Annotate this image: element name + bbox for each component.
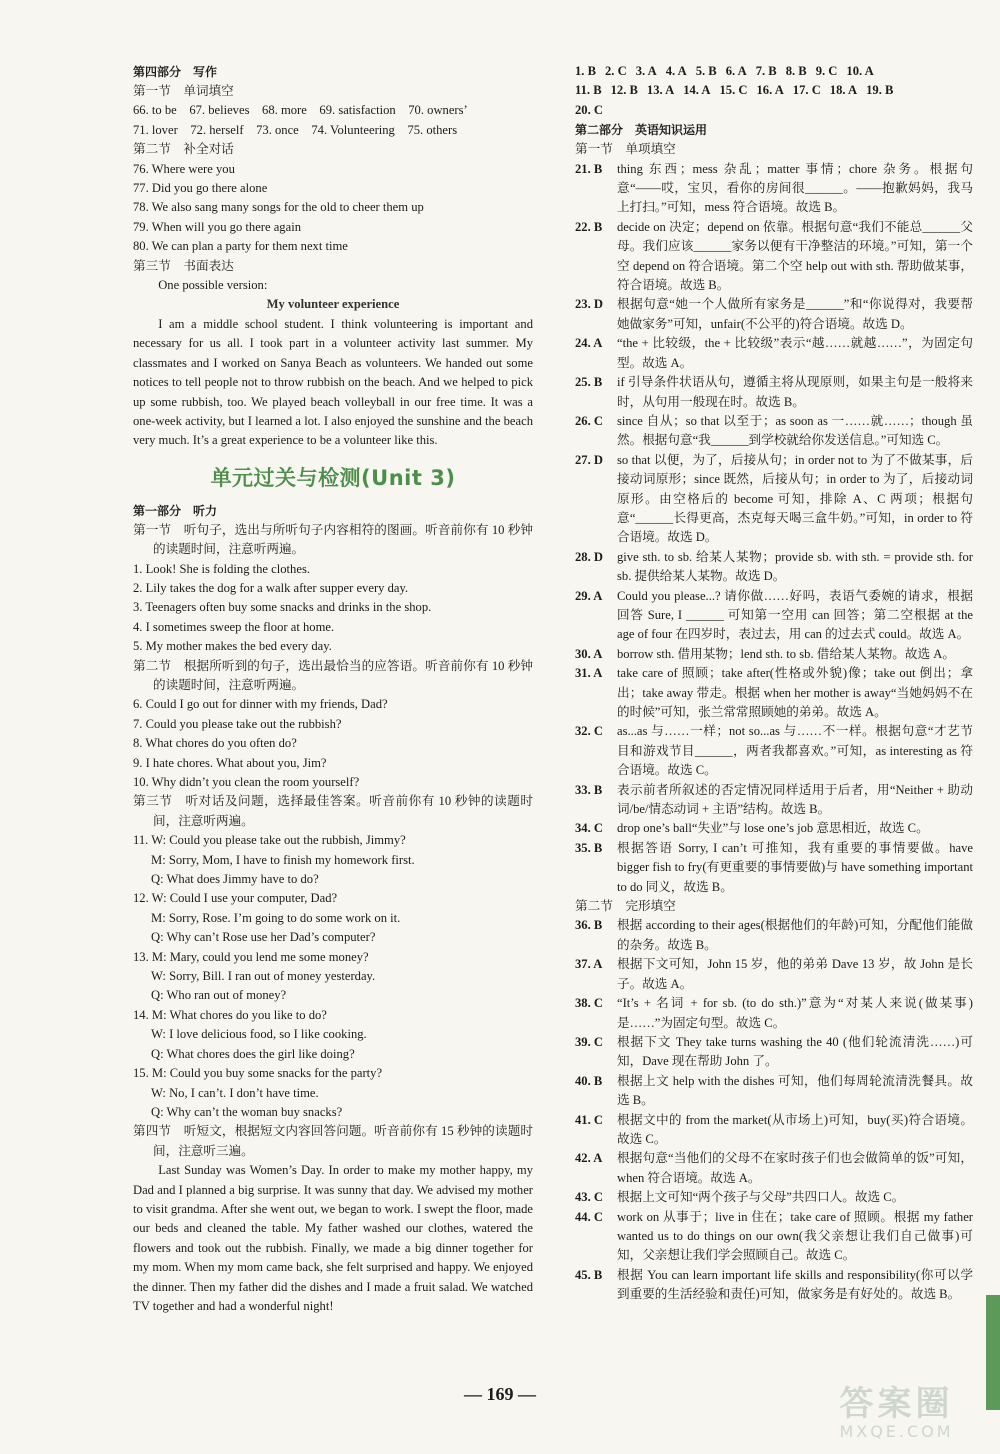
listening-item: 10. Why didn’t you clean the room yourself? — [133, 775, 360, 789]
item-number: 39. C — [575, 1034, 603, 1049]
dialog-answer: 80. We can plan a party for them next time — [133, 239, 348, 254]
item-text: Could you please...? 请你做……好吗，表语气委婉的请求，根据回答 Sure, I ______ 可知第一空用 can 回答；第二空根据 at the age of four 在四岁时，表过去，用 can 的过去式 could。故选 A。 — [617, 588, 973, 642]
answer-key: 10. A — [846, 64, 874, 78]
dialog-line: 12. W: Could I use your computer, Dad? — [133, 891, 338, 906]
item-text: as...as 与……一样；not so...as 与……不一样。根据句意“才艺节目和游戏节目______，两者我都喜欢。”可知，as interesting as 符合语境。故选 C。 — [617, 724, 973, 778]
item-text: “It’s + 名词 + for sb. (to do sth.)”意为“对某人来说(做某事)是……”为固定句型。故选 C。 — [617, 996, 973, 1030]
item-number: 41. C — [575, 1112, 603, 1127]
answer-key: 15. C — [719, 83, 748, 98]
item-number: 22. B — [575, 219, 603, 234]
explanation-item — [575, 994, 973, 1033]
item-text: “the + 比较级，the + 比较级”表示“越……就越……”，为固定句型。故选 A。 — [617, 336, 973, 370]
answer-key: 2. C — [605, 64, 627, 78]
explanation-item — [575, 1188, 973, 1207]
item-number: 26. C — [575, 413, 603, 428]
item-number: 40. B — [575, 1073, 603, 1088]
answer-key: 14. A — [683, 83, 711, 98]
essay-text: I am a middle school student. I think volunteering is important and necessary for us all. I took part in a volunteer activity last summer. My classmates and I worked on Sanya Beach as volunteers. We handed out some notices to tell people not to throw rubbish on the beach. And we helped to pick up some rubbish, too. We played beach volleyball in our free time. It was a one-week activity, but I learned a lot. I also enjoyed the sunshine and the beach very much. It’s a great experience to be a volunteer like this. — [133, 316, 533, 448]
item-text: 根据 according to their ages(根据他们的年龄)可知，分配他们能做的杂务。故选 B。 — [617, 918, 973, 952]
explanation-item — [575, 451, 973, 548]
answer-key: 17. C — [792, 83, 821, 98]
dialog-line: Q: Who ran out of money? — [151, 988, 287, 1003]
answer-row — [575, 62, 973, 81]
item-text: take care of 照顾；take after(性格或外貌)像；take out 倒出；拿出；take away 带走。根据 when her mother is away“当她妈妈不在的时候”可知，张兰常常照顾她的弟弟。故选 A。 — [617, 666, 973, 719]
listening-item: 1. Look! She is folding the clothes. — [133, 561, 310, 576]
answer-row — [575, 81, 973, 100]
answer-key: 3. A — [635, 64, 657, 78]
item-text: give sth. to sb. 给某人某物；provide sb. with sth. = provide sth. for sb. 提供给某人某物。故选 D。 — [617, 549, 973, 584]
item-text: 根据答语 Sorry, I can’t 可推知，我有重要的事情要做。have bigger fish to fry(有更重要的事情要做)与 have something important to do 同义，故选 B。 — [617, 840, 973, 894]
explanation-item — [575, 587, 973, 645]
explanation-item — [575, 1208, 973, 1266]
item-text: 表示前者所叙述的否定情况同样适用于后者，用“Neither + 助动词/be/情态动词 + 主语”结构。故选 B。 — [617, 782, 973, 817]
item-text: drop one’s ball“失业”与 lose one’s job 意思相近，故选 C。 — [617, 821, 929, 836]
dialog-answer: 78. We also sang many songs for the old to cheer them up — [133, 200, 424, 215]
explanation-item — [575, 1111, 973, 1150]
item-text: 根据上文可知“两个孩子与父母”共四口人。故选 C。 — [617, 1190, 905, 1205]
item-text: 根据下文可知，John 15 岁，他的弟弟 Dave 13 岁，故 John 是长子。故选 A。 — [617, 957, 973, 991]
explanation-item — [575, 1266, 973, 1305]
item-number: 35. B — [575, 840, 603, 855]
explanation-item — [575, 334, 973, 373]
explanation-item — [575, 412, 973, 451]
essay-title: My volunteer experience — [266, 297, 400, 312]
item-number: 43. C — [575, 1190, 603, 1205]
item-number: 27. D — [575, 452, 603, 467]
part4-header: 第四部分 写作 — [133, 65, 218, 79]
dialog-line: 14. M: What chores do you like to do? — [133, 1007, 327, 1022]
part2-header: 第二部分 英语知识运用 — [575, 123, 708, 138]
dialog-line: W: I love delicious food, so I like cooking. — [151, 1027, 367, 1042]
answer-key: 13. A — [646, 83, 675, 98]
explanation-item — [575, 160, 973, 218]
item-number: 29. A — [575, 588, 603, 603]
right-column — [575, 62, 973, 1305]
section1-title: 第一节 单词填空 — [133, 84, 234, 98]
edge-tab — [986, 1295, 1000, 1410]
explanation-item — [575, 1149, 973, 1188]
dialog-line: Q: Why can’t the woman buy snacks? — [151, 1104, 343, 1119]
item-number: 42. A — [575, 1151, 603, 1166]
vocab-line: 66. to be 67. believes 68. more 69. satisfaction 70. owners’ — [133, 103, 468, 118]
listening-section3-instructions: 第三节 听对话及问题，选择最佳答案。听音前你有 10 秒钟的读题时间，注意听两遍。 — [133, 794, 533, 828]
listening-passage: Last Sunday was Women’s Day. In order to make my mother happy, my Dad and I planned a big surprise. It was sunny that day. We advised my mother to visit grandma. After she went out, we began to work. I swept the floor, made our beds and cleaned the table. My father washed our clothes, watered the flowers and took out the rubbish. Finally, we made a big dinner together for my mom. When my mom came back, she felt surprised and happy. We enjoyed the dinner. Then my father did the dishes and I made a fruit salad. We watched TV together and had a wonderful night! — [133, 1163, 533, 1313]
item-number: 24. A — [575, 336, 603, 351]
item-text: 根据上文 help with the dishes 可知，他们每周轮流清洗餐具。故选 B。 — [617, 1073, 973, 1108]
dialog-line: M: Sorry, Mom, I have to finish my homework first. — [151, 852, 415, 867]
item-number: 34. C — [575, 821, 603, 836]
left-column — [133, 62, 533, 1316]
explanation-item — [575, 781, 973, 820]
watermark — [809, 1386, 984, 1446]
dialog-line: 15. M: Could you buy some snacks for the party? — [133, 1066, 383, 1081]
item-number: 23. D — [575, 297, 603, 312]
listening-item: 7. Could you please take out the rubbish? — [133, 716, 342, 731]
answer-row — [575, 101, 973, 120]
item-number: 37. A — [575, 957, 603, 972]
item-text: thing 东西；mess 杂乱；matter 事情；chore 杂务。根据句意“——哎，宝贝，看你的房间很______。——抱歉妈妈，我马上打扫。”可知，mess 符合语境。故选 B。 — [617, 161, 973, 215]
item-text: 根据 You can learn important life skills and responsibility(你可以学到重要的生活经验和责任)可知，做家务是有好处的。故选 B。 — [617, 1267, 973, 1302]
explanation-item — [575, 295, 973, 334]
explanation-item — [575, 839, 973, 897]
dialog-line: W: Sorry, Bill. I ran out of money yesterday. — [151, 969, 376, 984]
item-number: 33. B — [575, 782, 603, 797]
listening-item: 8. What chores do you often do? — [133, 736, 297, 751]
item-number: 45. B — [575, 1267, 603, 1282]
explanation-item — [575, 664, 973, 722]
item-number: 36. B — [575, 918, 603, 933]
dialog-answer: 77. Did you go there alone — [133, 181, 268, 196]
item-text: if 引导条件状语从句，遵循主将从现原则，如果主句是一般将来时，从句用一般现在时。故选 B。 — [617, 375, 973, 409]
item-text: work on 从事于；live in 住在；take care of 照顾。根据 my father wanted us to do things on our own(我父亲想让我们自己做事)可知，父亲想让我们学会照顾自己。故选 C。 — [617, 1209, 973, 1263]
item-text: so that 以便，为了，后接从句；in order not to 为了不做某事，后接动词原形；since 既然，后接从句；in order to 为了，后接动词原形。由空格后的 become 可知，排除 A、C 两项；根据句意“______长得更高，杰克每天喝三盒牛奶。”可知，in order to 符合语境。故选 D。 — [617, 452, 973, 545]
explanation-item — [575, 916, 973, 955]
answer-key: 1. B — [575, 64, 596, 78]
item-number: 38. C — [575, 996, 603, 1011]
item-number: 31. A — [575, 666, 603, 681]
listening-item: 5. My mother makes the bed every day. — [133, 639, 332, 654]
cloze-title: 第二节 完形填空 — [575, 899, 676, 914]
explanation-item — [575, 1072, 973, 1111]
dialog-line: Q: What does Jimmy have to do? — [151, 872, 319, 887]
listening-item: 9. I hate chores. What about you, Jim? — [133, 755, 327, 770]
watermark-url: MXQE.COM — [839, 1422, 954, 1441]
item-text: 根据句意“她一个人做所有家务是______”和“你说得对，我要帮她做家务”可知，unfair(不公平的)符合语境。故选 D。 — [617, 297, 973, 331]
item-number: 25. B — [575, 375, 603, 390]
dialog-line: W: No, I can’t. I don’t have time. — [151, 1085, 319, 1100]
item-number: 44. C — [575, 1209, 603, 1224]
explanation-item — [575, 645, 973, 664]
unit-title: 单元过关与检测(Unit 3) — [210, 465, 456, 490]
listening-section1-instructions: 第一节 听句子，选出与所听句子内容相符的图画。听音前你有 10 秒钟的读题时间，注意听两遍。 — [133, 522, 533, 557]
listening-item: 2. Lily takes the dog for a walk after supper every day. — [133, 580, 409, 595]
answer-key: 5. B — [695, 64, 717, 78]
answer-key: 11. B — [575, 83, 602, 98]
listening-section2-instructions: 第二节 根据所听到的句子，选出最恰当的应答语。听音前你有 10 秒钟的读题时间，注意听两遍。 — [133, 658, 533, 692]
section2-title: 第二节 补全对话 — [133, 142, 234, 157]
item-number: 32. C — [575, 724, 603, 739]
item-text: since 自从；so that 以至于；as soon as 一……就……；though 虽然。根据句意“我______到学校就给你发送信息。”可知选 C。 — [617, 413, 973, 448]
explanation-item — [575, 1033, 973, 1072]
answer-key: 16. A — [756, 83, 784, 98]
answer-key: 20. C — [575, 102, 603, 117]
answer-key: 19. B — [866, 83, 894, 98]
item-number: 28. D — [575, 549, 603, 564]
item-text: 根据句意“当他们的父母不在家时孩子们也会做简单的饭”可知，when 符合语境。故选 A。 — [617, 1151, 973, 1185]
dialog-answer: 76. Where were you — [133, 161, 235, 176]
item-text: 根据下文 They take turns washing the 40 (他们轮流清洗……)可知，Dave 现在帮助 John 了。 — [617, 1034, 973, 1069]
dialog-line: Q: Why can’t Rose use her Dad’s computer? — [151, 930, 376, 945]
answer-key: 8. B — [785, 64, 807, 78]
dialog-line: M: Sorry, Rose. I’m going to do some work on it. — [151, 910, 401, 925]
explanation-item — [575, 218, 973, 296]
answer-key: 6. A — [725, 64, 747, 78]
single-choice-title: 第一节 单项填空 — [575, 142, 676, 157]
watermark-logo: 答案圈 — [839, 1384, 954, 1424]
version-label: One possible version: — [158, 278, 268, 293]
answer-key: 7. B — [755, 64, 777, 78]
explanation-item — [575, 819, 973, 838]
explanation-item — [575, 548, 973, 587]
answer-key: 9. C — [815, 64, 838, 78]
item-number: 30. A — [575, 646, 603, 661]
listening-item: 3. Teenagers often buy some snacks and drinks in the shop. — [133, 600, 432, 615]
explanation-item — [575, 722, 973, 780]
item-number: 21. B — [575, 161, 603, 176]
section3-title: 第三节 书面表达 — [133, 258, 234, 273]
dialog-line: 11. W: Could you please take out the rubbish, Jimmy? — [133, 833, 406, 848]
listening-item: 6. Could I go out for dinner with my friends, Dad? — [133, 697, 388, 712]
dialog-line: 13. M: Mary, could you lend me some money? — [133, 949, 369, 964]
page-number: — 169 — — [464, 1384, 536, 1404]
part1-header: 第一部分 听力 — [133, 503, 218, 518]
listening-section4-instructions: 第四节 听短文，根据短文内容回答问题。听音前你有 15 秒钟的读题时间，注意听三遍。 — [133, 1124, 533, 1158]
answer-key: 12. B — [610, 83, 638, 98]
dialog-answer: 79. When will you go there again — [133, 219, 301, 234]
vocab-line: 71. lover 72. herself 73. once 74. Volunteering 75. others — [133, 122, 458, 137]
explanation-item — [575, 955, 973, 994]
listening-item: 4. I sometimes sweep the floor at home. — [133, 619, 335, 634]
item-text: 根据文中的 from the market(从市场上)可知，buy(买)符合语境。故选 C。 — [617, 1112, 973, 1146]
dialog-line: Q: What chores does the girl like doing? — [151, 1046, 355, 1061]
item-text: borrow sth. 借用某物；lend sth. to sb. 借给某人某物。故选 A。 — [617, 646, 955, 661]
explanation-item — [575, 373, 973, 412]
item-text: decide on 决定；depend on 依靠。根据句意“我们不能总______父母。我们应该______家务以便有干净整洁的环境。”可知，第一个空 depend on 符合语境。第二个空 help out with sth. 帮助做某事，符合语境。故选 B。 — [617, 219, 973, 293]
answer-key: 18. A — [829, 83, 858, 98]
answer-key: 4. A — [665, 64, 687, 78]
